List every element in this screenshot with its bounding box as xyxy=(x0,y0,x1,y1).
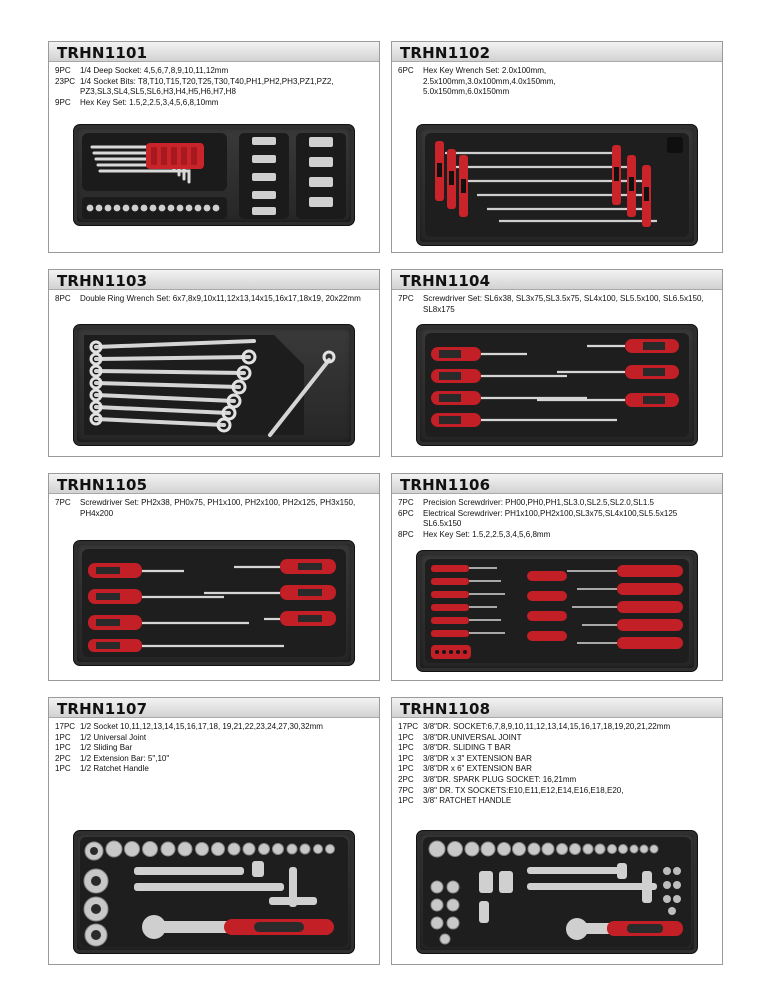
panel-title: TRHN1101 xyxy=(49,42,379,62)
item-desc: 3/8" RATCHET HANDLE xyxy=(422,795,512,806)
item-qty: 1PC xyxy=(398,752,414,763)
item-qty: 1PC xyxy=(55,742,71,753)
item-qty: 1PC xyxy=(398,742,414,753)
list-item xyxy=(398,785,709,796)
panel-trhn1105 xyxy=(48,473,380,681)
item-qty: 2PC xyxy=(55,752,71,763)
item-desc: 3/8"DR. SPARK PLUG SOCKET: 16,21mm xyxy=(422,773,577,784)
list-item xyxy=(398,529,709,540)
item-qty: 17PC xyxy=(398,721,419,731)
item-qty: 7PC xyxy=(398,784,414,795)
t-handle-hex-wrench-illustration xyxy=(417,125,697,245)
item-list xyxy=(49,290,379,304)
list-item xyxy=(398,795,709,806)
panel-title: TRHN1102 xyxy=(392,42,722,62)
tool-tray-image xyxy=(73,540,355,666)
item-qty: 7PC xyxy=(398,293,414,303)
list-item xyxy=(398,763,709,774)
item-desc: 3/8" DR. TX SOCKETS:E10,E11,E12,E14,E16,E18,E20, xyxy=(422,784,624,795)
precision-electrical-screwdriver-illustration xyxy=(417,551,697,671)
panel-trhn1108 xyxy=(391,697,723,965)
item-desc: Screwdriver Set: PH2x38, PH0x75, PH1x100, PH2x100, PH2x125, PH3x150, PH4x200 xyxy=(79,497,356,518)
item-desc: 3/8"DR. SOCKET:6,7,8,9,10,11,12,13,14,15,16,17,18,19,20,21,22mm xyxy=(422,721,671,731)
item-qty: 1PC xyxy=(398,795,414,806)
item-desc: 1/2 Universal Joint xyxy=(79,731,147,742)
item-qty: 9PC xyxy=(55,96,71,107)
item-qty: 6PC xyxy=(398,65,414,75)
item-qty: 23PC xyxy=(55,75,76,86)
item-desc: 1/2 Ratchet Handle xyxy=(79,763,149,774)
list-item xyxy=(398,742,709,753)
list-item xyxy=(55,497,366,518)
panel-trhn1107 xyxy=(48,697,380,965)
list-item xyxy=(55,97,366,108)
item-list xyxy=(392,718,722,806)
item-qty: 9PC xyxy=(55,65,71,75)
tool-tray-image xyxy=(416,324,698,446)
list-item xyxy=(398,721,709,732)
panel-title: TRHN1105 xyxy=(49,474,379,494)
list-item xyxy=(398,753,709,764)
item-desc: 1/4 Socket Bits: T8,T10,T15,T20,T25,T30,T40,PH1,PH2,PH3,PZ1,PZ2, PZ3,SL3,SL4,SL5,SL6,H3,H4,H5,H6,H7,H8 xyxy=(79,75,334,97)
ring-wrench-illustration xyxy=(74,325,354,445)
item-list xyxy=(392,62,722,97)
item-desc: Hex Key Wrench Set: 2.0x100mm, 2.5x100mm,3.0x100mm,4.0x150mm, 5.0x150mm,6.0x150mm xyxy=(422,65,556,97)
list-item xyxy=(55,721,366,732)
item-desc: Double Ring Wrench Set: 6x7,8x9,10x11,12x13,14x15,16x17,18x19, 20x22mm xyxy=(79,293,361,303)
item-qty: 7PC xyxy=(55,497,71,507)
item-list xyxy=(392,290,722,314)
panel-trhn1104 xyxy=(391,269,723,457)
tool-tray-image xyxy=(416,550,698,672)
item-desc: 1/4 Deep Socket: 4,5,6,7,8,9,10,11,12mm xyxy=(79,65,229,75)
item-qty: 1PC xyxy=(55,731,71,742)
list-item xyxy=(55,65,366,76)
panel-title: TRHN1104 xyxy=(392,270,722,290)
list-item xyxy=(55,293,366,304)
item-desc: Hex Key Set: 1.5,2,2.5,3,4,5,6,8mm xyxy=(422,528,551,539)
tool-tray-image xyxy=(416,124,698,246)
item-qty: 8PC xyxy=(398,528,414,539)
item-desc: Precision Screwdriver: PH00,PH0,PH1,SL3.0,SL2.5,SL2.0,SL1.5 xyxy=(422,497,655,507)
item-list xyxy=(392,494,722,539)
list-item xyxy=(398,732,709,743)
item-desc: 3/8"DR.UNIVERSAL JOINT xyxy=(422,731,522,742)
item-desc: 1/2 Sliding Bar xyxy=(79,742,133,753)
tool-tray-image xyxy=(73,324,355,446)
item-qty: 7PC xyxy=(398,497,414,507)
three-eighths-socket-set-illustration xyxy=(417,831,697,953)
item-qty: 6PC xyxy=(398,507,414,518)
item-qty: 8PC xyxy=(55,293,71,303)
panel-title: TRHN1103 xyxy=(49,270,379,290)
hex-key-and-socket-illustration xyxy=(74,125,354,225)
list-item xyxy=(398,774,709,785)
list-item xyxy=(55,753,366,764)
item-qty: 1PC xyxy=(55,763,71,774)
list-item xyxy=(55,742,366,753)
half-inch-socket-set-illustration xyxy=(74,831,354,953)
item-desc: Electrical Screwdriver: PH1x100,PH2x100,SL3x75,SL4x100,SL5.5x125 SL6.5x150 xyxy=(422,507,678,529)
list-item xyxy=(55,76,366,97)
item-qty: 17PC xyxy=(55,721,76,731)
item-list xyxy=(49,718,379,774)
panel-trhn1101 xyxy=(48,41,380,253)
item-list xyxy=(49,494,379,518)
panel-trhn1102 xyxy=(391,41,723,253)
slotted-screwdriver-illustration xyxy=(417,325,697,445)
item-desc: Screwdriver Set: SL6x38, SL3x75,SL3.5x75, SL4x100, SL5.5x100, SL6.5x150, SL8x175 xyxy=(422,293,704,314)
item-qty: 1PC xyxy=(398,763,414,774)
list-item xyxy=(55,732,366,743)
item-qty: 2PC xyxy=(398,773,414,784)
tool-tray-image xyxy=(73,124,355,226)
item-desc: 1/2 Extension Bar: 5",10" xyxy=(79,752,170,763)
list-item xyxy=(398,497,709,508)
item-desc: 1/2 Socket 10,11,12,13,14,15,16,17,18, 19,21,22,23,24,27,30,32mm xyxy=(79,721,323,731)
panel-title: TRHN1108 xyxy=(392,698,722,718)
tool-tray-image xyxy=(73,830,355,954)
panel-trhn1103 xyxy=(48,269,380,457)
item-desc: 3/8"DR x 6" EXTENSION BAR xyxy=(422,763,532,774)
list-item xyxy=(398,65,709,97)
item-list xyxy=(49,62,379,107)
item-desc: 3/8"DR x 3" EXTENSION BAR xyxy=(422,752,532,763)
list-item xyxy=(55,763,366,774)
tool-tray-image xyxy=(416,830,698,954)
list-item xyxy=(398,293,709,314)
panel-title: TRHN1106 xyxy=(392,474,722,494)
item-qty: 1PC xyxy=(398,731,414,742)
list-item xyxy=(398,508,709,529)
item-desc: 3/8"DR. SLIDING T BAR xyxy=(422,742,511,753)
item-desc: Hex Key Set: 1.5,2,2.5,3,4,5,6,8,10mm xyxy=(79,96,219,107)
panel-trhn1106 xyxy=(391,473,723,681)
panel-title: TRHN1107 xyxy=(49,698,379,718)
phillips-screwdriver-illustration xyxy=(74,541,354,665)
